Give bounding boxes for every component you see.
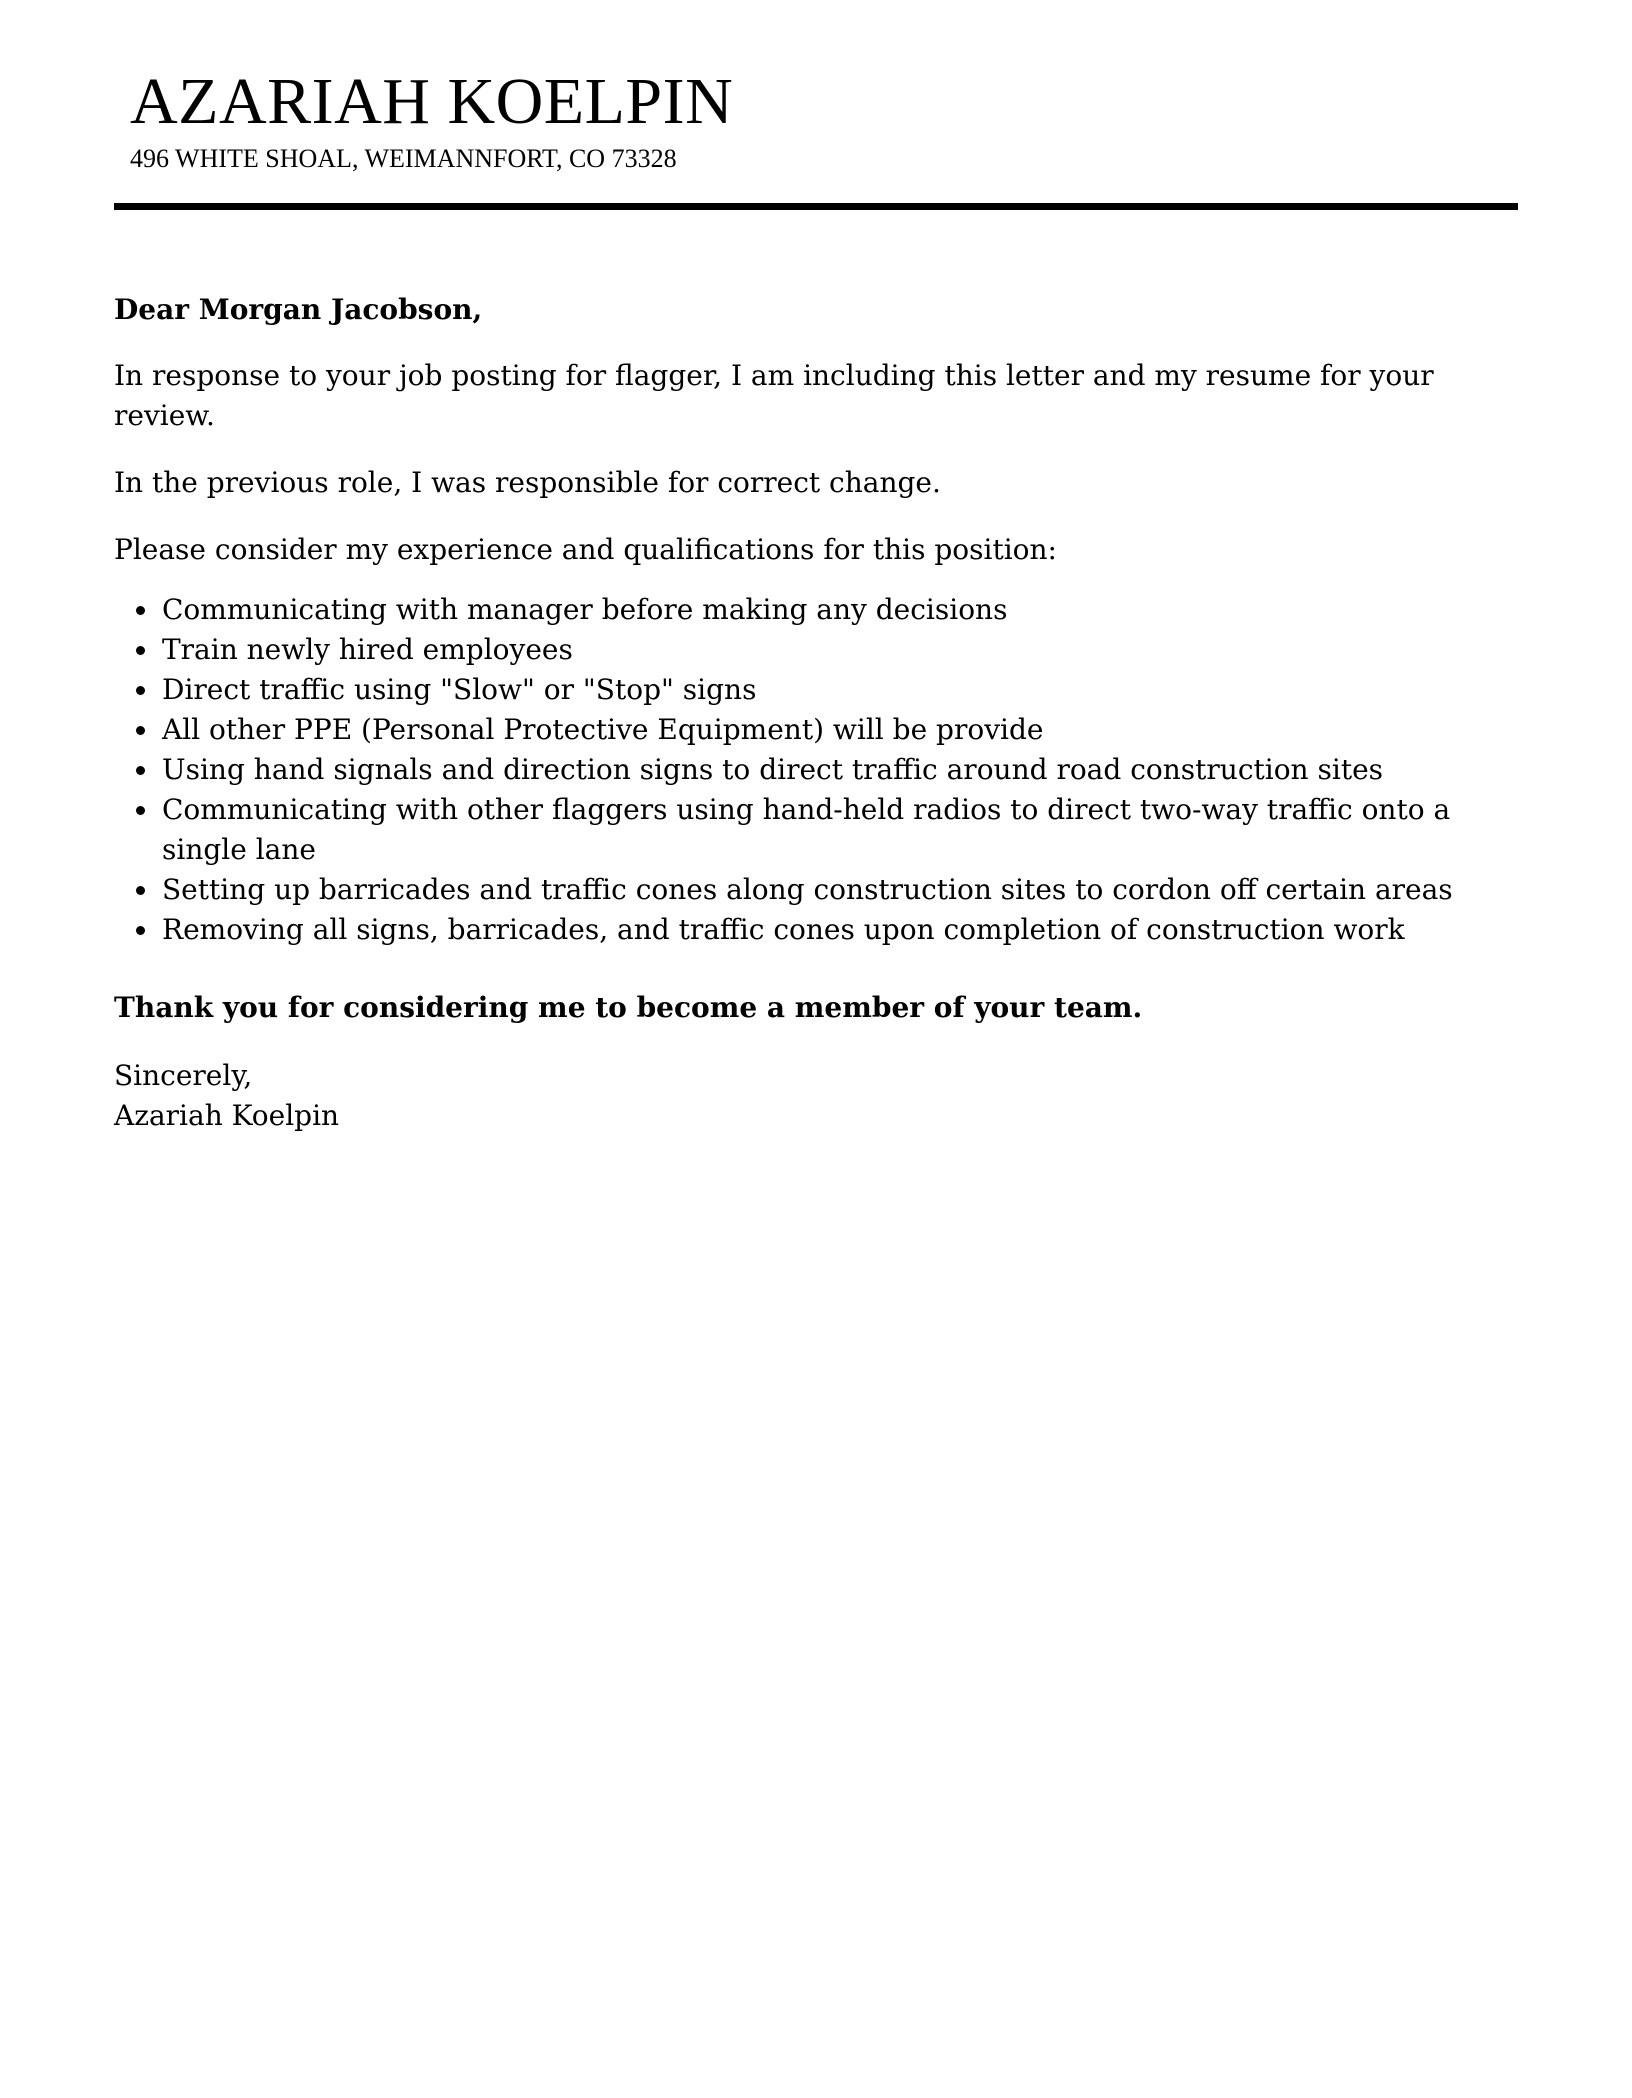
list-item <box>114 590 1518 630</box>
letter-header <box>130 62 1510 176</box>
list-item-text: Train newly hired employees <box>162 633 573 666</box>
signature-name: Azariah Koelpin <box>114 1099 340 1132</box>
closing-statement: Thank you for considering me to become a member of your team. <box>114 991 1143 1024</box>
list-item-text: Setting up barricades and traffic cones along construction sites to cordon off certain areas <box>162 873 1453 906</box>
applicant-name: AZARIAH KOELPIN <box>130 65 734 138</box>
previous-role-paragraph: In the previous role, I was responsible for correct change. <box>114 466 941 499</box>
bullet-icon <box>136 806 145 815</box>
list-item <box>114 870 1518 910</box>
list-item-text: Communicating with other flaggers using hand-held radios to direct two-way traffic onto a single lane <box>162 793 1451 866</box>
bullet-icon <box>136 646 145 655</box>
list-item <box>114 910 1518 950</box>
list-item <box>114 710 1518 750</box>
bullet-icon <box>136 886 145 895</box>
list-item <box>114 750 1518 790</box>
salutation: Dear Morgan Jacobson, <box>114 293 483 326</box>
header-divider <box>114 203 1518 210</box>
qualifications-intro: Please consider my experience and qualifications for this position: <box>114 533 1057 566</box>
applicant-address: 496 WHITE SHOAL, WEIMANNFORT, CO 73328 <box>130 144 677 173</box>
letter-body <box>114 290 1518 1136</box>
list-item-text: Removing all signs, barricades, and traffic cones upon completion of construction work <box>162 913 1405 946</box>
signoff: Sincerely, <box>114 1059 253 1092</box>
intro-paragraph: In response to your job posting for flagger, I am including this letter and my resume for your review. <box>114 359 1434 432</box>
qualifications-list <box>114 590 1518 950</box>
list-item <box>114 790 1518 870</box>
bullet-icon <box>136 686 145 695</box>
list-item <box>114 630 1518 670</box>
bullet-icon <box>136 726 145 735</box>
bullet-icon <box>136 606 145 615</box>
list-item-text: Using hand signals and direction signs to direct traffic around road construction sites <box>162 753 1384 786</box>
list-item-text: Communicating with manager before making any decisions <box>162 593 1008 626</box>
list-item-text: All other PPE (Personal Protective Equipment) will be provide <box>162 713 1044 746</box>
list-item-text: Direct traffic using "Slow" or "Stop" signs <box>162 673 757 706</box>
list-item <box>114 670 1518 710</box>
bullet-icon <box>136 766 145 775</box>
bullet-icon <box>136 926 145 935</box>
